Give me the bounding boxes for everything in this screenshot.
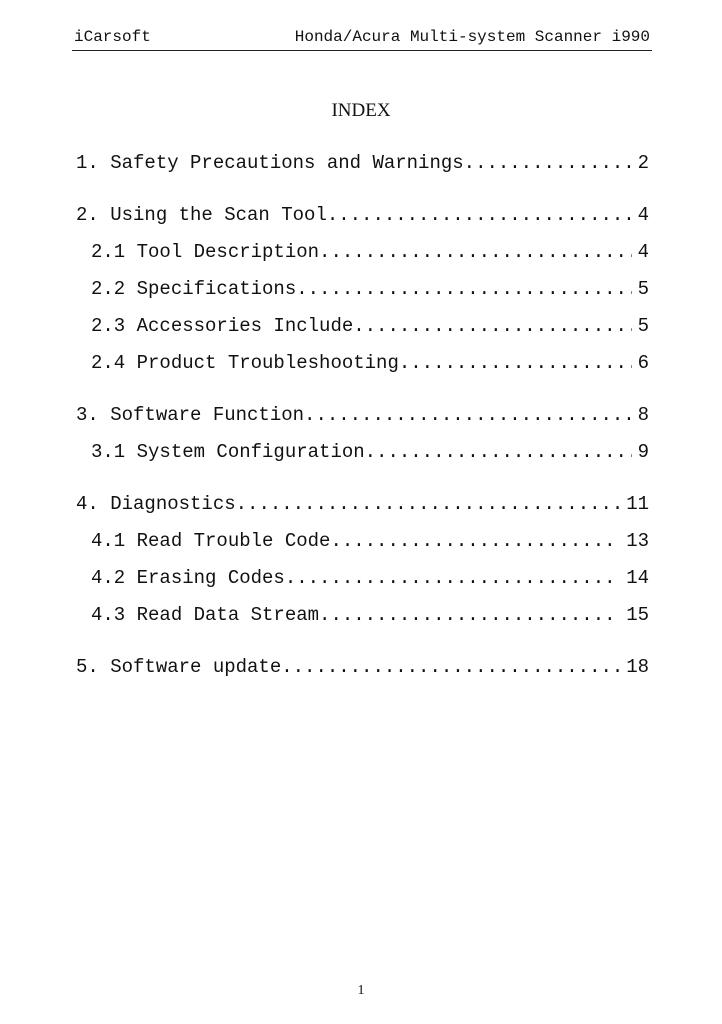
toc-entry-section-3 bbox=[76, 402, 649, 428]
toc-entry-label: 4. Diagnostics bbox=[76, 493, 236, 515]
toc-entry-label: 5. Software update bbox=[76, 656, 282, 678]
toc-entry-label: 2.4 Product Troubleshooting bbox=[91, 352, 399, 374]
toc-entry-page: 13 bbox=[626, 530, 649, 552]
toc-dot-leader bbox=[327, 202, 632, 228]
toc-entry-label: 4.3 Read Data Stream bbox=[91, 604, 320, 626]
footer-page-number: 1 bbox=[357, 983, 365, 998]
toc-entry-label: 2.1 Tool Description bbox=[91, 241, 320, 263]
toc-entry-section-2 bbox=[76, 202, 649, 228]
toc-dot-leader bbox=[285, 565, 620, 591]
toc-entry-section-4-1 bbox=[91, 528, 649, 554]
toc-entry-section-2-4 bbox=[91, 350, 649, 376]
toc-entry-label: 2.3 Accessories Include bbox=[91, 315, 354, 337]
toc-entry-label: 4.2 Erasing Codes bbox=[91, 567, 285, 589]
toc-entry-page: 5 bbox=[637, 278, 649, 300]
toc-dot-leader bbox=[319, 239, 632, 265]
header-brand: iCarsoft bbox=[74, 28, 151, 46]
toc-entry-page: 6 bbox=[637, 352, 649, 374]
toc-entry-section-4-3 bbox=[91, 602, 649, 628]
toc-entry-label: 1. Safety Precautions and Warnings bbox=[76, 152, 464, 174]
header-product-title: Honda/Acura Multi-system Scanner i990 bbox=[294, 28, 650, 46]
toc-entry-section-2-3 bbox=[91, 313, 649, 339]
toc-entry-section-4 bbox=[76, 491, 649, 517]
toc-dot-leader bbox=[353, 313, 631, 339]
toc-dot-leader bbox=[319, 602, 620, 628]
toc-entry-page: 18 bbox=[626, 656, 649, 678]
toc-entry-label: 2.2 Specifications bbox=[91, 278, 297, 300]
toc-entry-page: 5 bbox=[637, 315, 649, 337]
toc-entry-label: 4.1 Read Trouble Code bbox=[91, 530, 331, 552]
toc-entry-page: 4 bbox=[637, 241, 649, 263]
toc-dot-leader bbox=[399, 350, 632, 376]
toc-entry-page: 15 bbox=[626, 604, 649, 626]
toc-dot-leader bbox=[330, 528, 620, 554]
toc-entry-section-2-1 bbox=[91, 239, 649, 265]
toc-entry-page: 9 bbox=[637, 441, 649, 463]
toc-dot-leader bbox=[236, 491, 621, 517]
toc-entry-label: 2. Using the Scan Tool bbox=[76, 204, 327, 226]
toc-dot-leader bbox=[296, 276, 631, 302]
toc-entry-label: 3. Software Function bbox=[76, 404, 305, 426]
toc-entry-page: 11 bbox=[626, 493, 649, 515]
toc-entry-section-4-2 bbox=[91, 565, 649, 591]
toc-entry-section-1 bbox=[76, 150, 649, 176]
toc-dot-leader bbox=[365, 439, 632, 465]
toc-entry-page: 4 bbox=[637, 204, 649, 226]
toc-dot-leader bbox=[464, 150, 632, 176]
toc-entry-section-3-1 bbox=[91, 439, 649, 465]
toc-dot-leader bbox=[281, 654, 620, 680]
toc-entry-label: 3.1 System Configuration bbox=[91, 441, 365, 463]
toc-entry-page: 8 bbox=[637, 404, 649, 426]
toc-entry-section-5 bbox=[76, 654, 649, 680]
toc-entry-section-2-2 bbox=[91, 276, 649, 302]
toc-dot-leader bbox=[304, 402, 632, 428]
toc-entry-page: 2 bbox=[637, 152, 649, 174]
index-title: INDEX bbox=[331, 100, 391, 121]
toc-entry-page: 14 bbox=[626, 567, 649, 589]
page-header bbox=[72, 24, 652, 51]
